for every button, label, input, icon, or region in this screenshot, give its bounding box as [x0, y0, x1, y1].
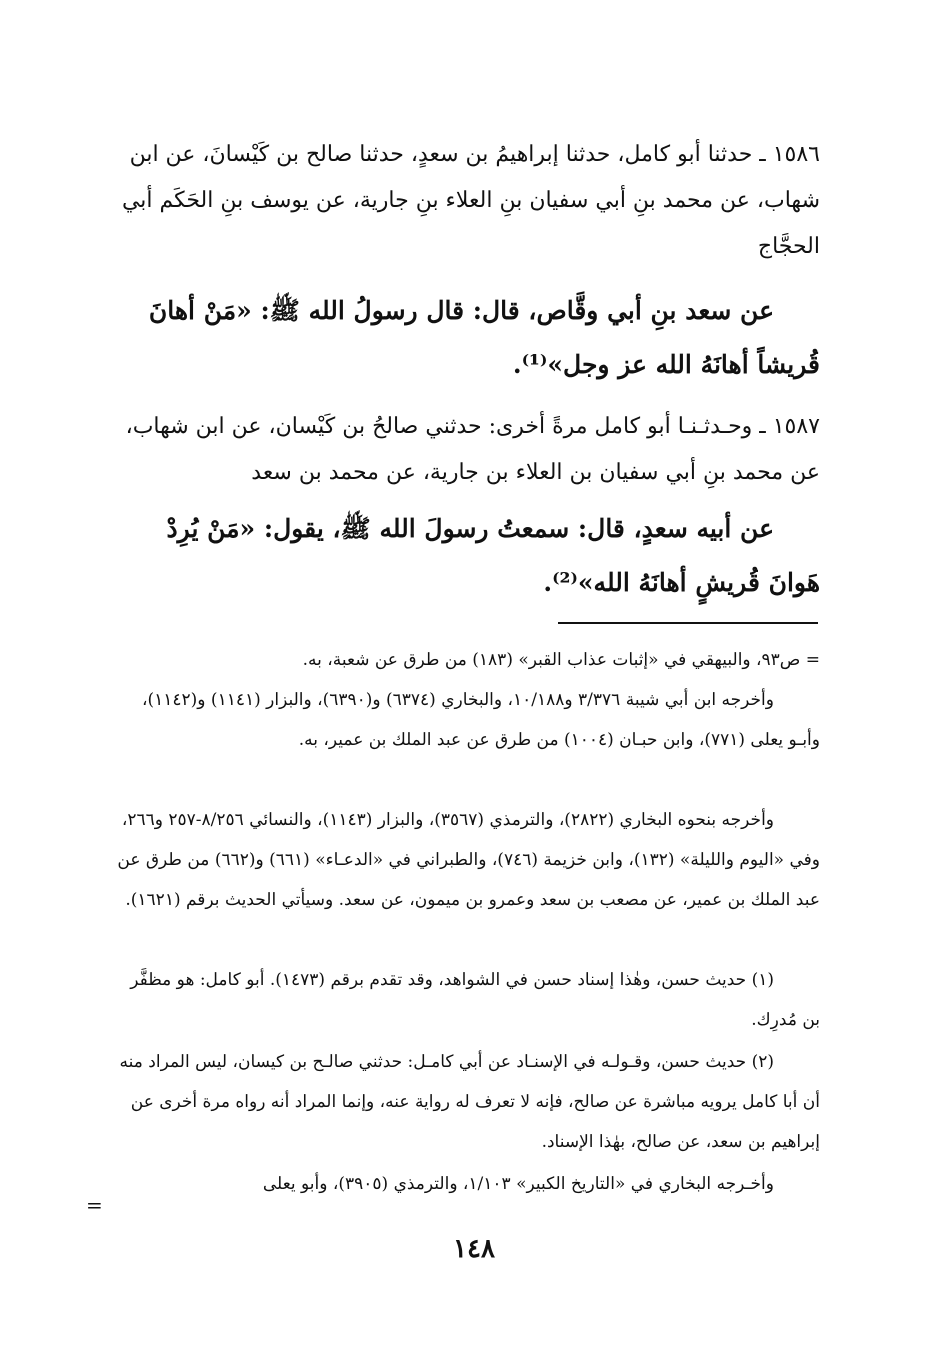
continuation-mark: =: [86, 1193, 103, 1217]
page-number: ١٤٨: [453, 1234, 495, 1264]
footnote-paragraph: وأخـرجه البخاري في «التاريخ الكبير» ١/١٠٣، والترمذي (٣٩٠٥)، وأبو يعلى: [262, 1174, 774, 1194]
hadith-1586-isnad: ١٥٨٦ ـ حدثنا أبو كامل، حدثنا إبراهيمُ بن سعدٍ، حدثنا صالح بن كَيْسانَ، عن ابن شهاب، عن محمد بنِ أبي سفيان بنِ العلاء بنِ جارية، عن يوسف بنِ الحَكَم أبي الحجَّاج: [121, 142, 820, 259]
footnote-1: (١) حديث حسن، وهٰذا إسناد حسن في الشواهد، وقد تقدم برقم (١٤٧٣). أبو كامل: هو مظفَّر بن مُدرِك.: [130, 970, 820, 1030]
hadith-1587-matn: عن أبيه سعدٍ، قال: سمعتُ رسولَ الله ﷺ، يقول: «مَنْ يُرِدْ هَوانَ قُريشٍ أهانَهُ الله»⁽²⁾.: [166, 514, 820, 597]
hadith-1586-matn: عن سعد بنِ أبي وقَّاص، قال: قال رسولُ الله ﷺ: «مَنْ أهانَ قُريشاً أهانَهُ الله عز وجل»⁽¹⁾.: [148, 296, 820, 379]
footnote-separator: [558, 622, 818, 624]
footnote-continuation: = ص٩٣، والبيهقي في «إثبات عذاب القبر» (١٨٣) من طرق عن شعبة، به.: [302, 650, 820, 670]
footnote-2: (٢) حديث حسن، وقـولـه في الإسنـاد عن أبي كامـل: حدثني صالـح بن كيسان، ليس المراد منه أن أبا كامل يرويه مباشرة عن صالح، فإنه لا تعرف له رواية عنه، وإنما المراد أنه رواه مرة أخرى عن إبراهيم بن سعد، عن صالح، بهٰذا الإسناد.: [119, 1052, 820, 1152]
footnote-paragraph: وأخرجه بنحوه البخاري (٢٨٢٢)، والترمذي (٣٥٦٧)، والبزار (١١٤٣)، والنسائي ٨/٢٥٦-٢٥٧ و٢٦٦، وفي «اليوم والليلة» (١٣٢)، وابن خزيمة (٧٤٦)، والطبراني في «الدعـاء» (٦٦١) و(٦٦٢) من طرق عن عبد الملك بن عمير، عن مصعب بن سعد وعمرو بن ميمون، عن سعد. وسيأتي الحديث برقم (١٦٢١).: [117, 810, 820, 910]
hadith-1587-isnad: ١٥٨٧ ـ وحـدثـنـا أبو كامل مرةً أخرى: حدثني صالحُ بن كَيْسان، عن ابن شهاب، عن محمد بنِ أبي سفيان بن العلاء بن جارية، عن محمد بن سعد: [125, 414, 820, 485]
footnote-paragraph: وأخرجه ابن أبي شيبة ٣/٣٧٦ و١٠/١٨٨، والبخاري (٦٣٧٤) و(٦٣٩٠)، والبزار (١١٤١) و(١١٤٢)، وأبـو يعلى (٧٧١)، وابن حبـان (١٠٠٤) من طرق عن عبد الملك بن عمير، به.: [142, 690, 820, 750]
